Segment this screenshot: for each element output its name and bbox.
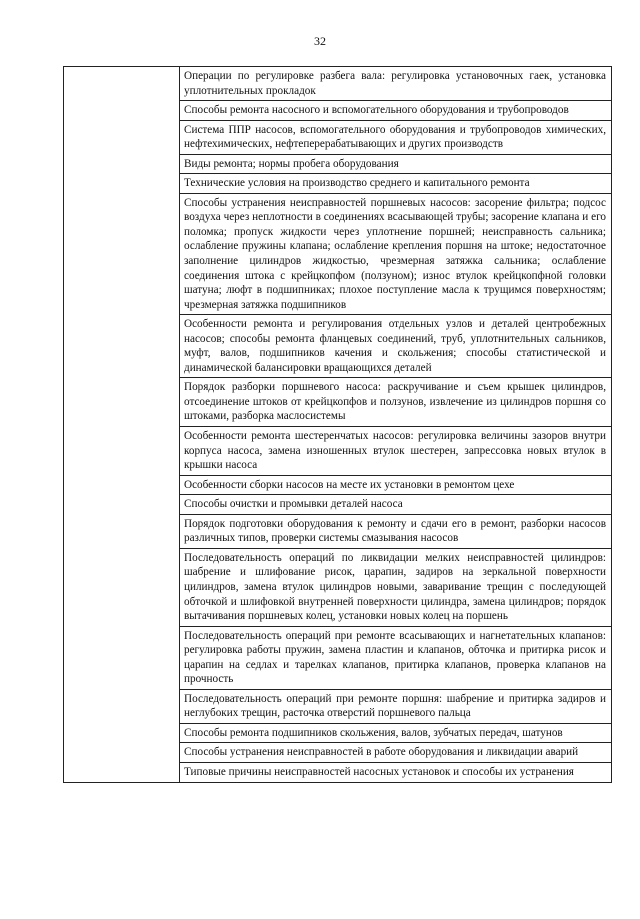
cell-text: Типовые причины неисправностей насосных установок и способы их устранения: [184, 765, 574, 778]
cell-text: Способы устранения неисправностей поршневых насосов: засорение фильтра; подсос воздуха через неплотности в соединениях всасывающей трубы; засорение клапана и его поломка; пропуск жидкости через уплотнение поршней; неисправность сальника; ослабление пружины клапана; ослабление крепления поршня на штоке; недостаточное заполнение цилиндров жидкостью, чрезмерная затяжка сальника; ослабление соединения штока с крейцкопфом (ползуном); износ втулок крейцкопфной головки шатуна; люфт в подшипниках; плохое поступление масла к трущимся поверхностям; чрезмерная затяжка подшипников: [184, 196, 606, 311]
table-cell: [180, 762, 612, 782]
table-cell: [180, 174, 612, 194]
cell-text: Особенности сборки насосов на месте их установки в ремонтом цехе: [184, 478, 515, 491]
table-cell: [180, 378, 612, 427]
cell-text: Виды ремонта; нормы пробега оборудования: [184, 157, 399, 170]
table-cell: [180, 689, 612, 723]
page-number: 32: [314, 34, 326, 48]
cell-text: Способы устранения неисправностей в работе оборудования и ликвидации аварий: [184, 746, 579, 759]
cell-text: Способы ремонта подшипников скольжения, валов, зубчатых передач, шатунов: [184, 726, 563, 739]
cell-text: Последовательность операций при ремонте поршня: шабрение и притирка задиров и неглубоких трещин, расточка отверстий поршневого пальца: [184, 692, 606, 720]
table-cell: [180, 120, 612, 154]
table-cell: [180, 743, 612, 763]
table-row: [64, 67, 612, 101]
cell-text: Способы ремонта насосного и вспомогательного оборудования и трубопроводов: [184, 104, 569, 117]
table-cell: [180, 101, 612, 121]
cell-text: Операции по регулировке разбега вала: регулировка установочных гаек, установка уплотнительных прокладок: [184, 70, 606, 97]
cell-text: Система ППР насосов, вспомогательного оборудования и трубопроводов химических, нефтехимических, нефтеперерабатывающих и других производств: [184, 123, 606, 151]
table-cell: [180, 548, 612, 626]
table-cell: [180, 626, 612, 689]
table-cell: [180, 427, 612, 476]
document-table: [63, 66, 612, 783]
cell-text: Особенности ремонта и регулирования отдельных узлов и деталей центробежных насосов; способы ремонта фланцевых соединений, труб, уплотнительных сальников, муфт, валов, подшипников качения и скольжения; способы статистической и динамической балансировки вращающихся деталей: [184, 318, 606, 374]
cell-text: Технические условия на производство среднего и капитального ремонта: [184, 177, 530, 190]
table-cell: [180, 193, 612, 314]
cell-text: Последовательность операций при ремонте всасывающих и нагнетательных клапанов: регулировка работы пружин, замена пластин и клапанов, обточка и притирка рисок и царапин на седлах и тарелках клапанов, притирка клапанов, проверка клапанов на прочность: [184, 629, 606, 686]
cell-text: Способы очистки и промывки деталей насоса: [184, 498, 403, 511]
table-cell: [180, 495, 612, 515]
cell-text: Порядок разборки поршневого насоса: раскручивание и съем крышек цилиндров, отсоединение штоков от крейцкопфов и ползунов, извлечение из цилиндров поршня со штоками, разборка маслосистемы: [184, 381, 606, 423]
empty-left-column-cell: [64, 67, 180, 783]
cell-text: Последовательность операций по ликвидации мелких неисправностей цилиндров: шабрение и шлифование рисок, царапин, задиров на зеркальной поверхности цилиндров, замена втулок цилиндров новыми, заваривание трещин с последующей обточкой и шлифовкой внутренней поверхности цилиндра, замена цилиндров; порядок вытачивания поршневых колец, установки новых колец на поршень: [184, 551, 606, 623]
table-cell: [180, 514, 612, 548]
cell-text: Особенности ремонта шестеренчатых насосов: регулировка величины зазоров внутри корпуса насоса, замена изношенных втулок шестерен, запрессовка новых втулок в крышки насоса: [184, 430, 606, 472]
table-cell: [180, 67, 612, 101]
table-cell: [180, 315, 612, 378]
table-cell: [180, 154, 612, 174]
table-cell: [180, 475, 612, 495]
table-cell: [180, 723, 612, 743]
cell-text: Порядок подготовки оборудования к ремонту и сдачи его в ремонт, разборки насосов различных типов, проверки системы смазывания насосов: [184, 517, 606, 545]
